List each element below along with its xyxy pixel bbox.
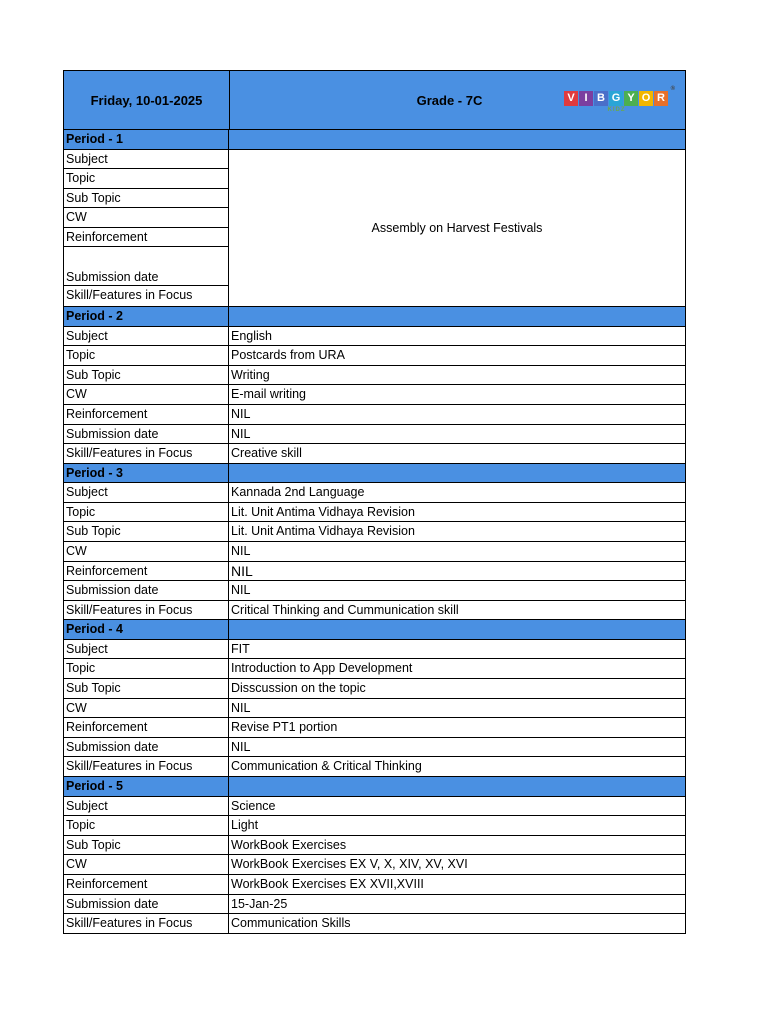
label-topic: Topic <box>64 503 229 522</box>
label-reinforcement: Reinforcement <box>64 562 229 581</box>
value-skill: Communication & Critical Thinking <box>231 759 422 774</box>
row-cw <box>64 699 685 719</box>
label-submission-date: Submission date <box>64 425 229 444</box>
value-topic: Introduction to App Development <box>231 661 413 676</box>
period-1-body <box>64 150 685 308</box>
period-1 <box>63 130 686 307</box>
row-submission-date <box>64 738 685 758</box>
label-sub-topic: Sub Topic <box>64 366 229 385</box>
label-sub-topic: Sub Topic <box>64 522 229 541</box>
row-skill <box>64 601 685 621</box>
row-sub-topic <box>64 522 685 542</box>
logo-letter: G <box>609 91 623 106</box>
period-3 <box>63 464 686 621</box>
row-subject <box>64 640 685 660</box>
value-submission-date: NIL <box>231 583 251 598</box>
row-subject <box>64 327 685 347</box>
row-reinforcement <box>64 718 685 738</box>
label-cw: CW <box>64 385 229 404</box>
label-submission-date: Submission date <box>64 895 229 914</box>
row-cw <box>64 385 685 405</box>
value-cw: E-mail writing <box>231 387 307 402</box>
row-cw <box>64 855 685 875</box>
value-subject: Kannada 2nd Language <box>231 485 365 500</box>
logo-sub: KIDZ <box>607 107 626 113</box>
row-reinforcement <box>64 875 685 895</box>
row-reinforcement <box>64 562 685 582</box>
value-skill: Communication Skills <box>231 916 351 931</box>
period-4 <box>63 620 686 777</box>
value-reinforcement: WorkBook Exercises EX XVII,XVIII <box>231 876 424 891</box>
row-subject <box>64 483 685 503</box>
label-reinforcement: Reinforcement <box>64 405 229 424</box>
date-cell: Friday, 10-01-2025 <box>64 71 230 129</box>
value-submission-date: 15-Jan-25 <box>231 896 288 911</box>
grade-label: Grade - 7C <box>416 92 483 108</box>
label-sub-topic: Sub Topic <box>64 189 228 209</box>
value-skill: Critical Thinking and Cummunication skill <box>231 602 459 617</box>
label-skill: Skill/Features in Focus <box>64 914 229 933</box>
period-title: Period - 2 <box>64 307 229 326</box>
value-cw: NIL <box>231 544 251 558</box>
period-header <box>64 307 685 327</box>
label-topic: Topic <box>64 346 229 365</box>
value-cw: NIL <box>231 700 251 715</box>
value-sub-topic: Lit. Unit Antima Vidhaya Revision <box>231 524 415 539</box>
label-sub-topic: Sub Topic <box>64 836 229 855</box>
label-reinforcement: Reinforcement <box>64 875 229 894</box>
label-skill: Skill/Features in Focus <box>66 288 193 303</box>
row-skill <box>64 914 685 934</box>
row-topic <box>64 659 685 679</box>
logo-letter: I <box>579 91 593 106</box>
vibgyor-logo <box>564 86 675 114</box>
logo-letter: V <box>564 91 578 106</box>
value-reinforcement: NIL <box>231 406 251 421</box>
value-subject: English <box>231 328 272 343</box>
value-submission-date: NIL <box>231 426 251 441</box>
value-subject: Science <box>231 798 276 813</box>
row-sub-topic <box>64 366 685 386</box>
label-submission-date: Submission date <box>64 738 229 757</box>
row-sub-topic <box>64 836 685 856</box>
label-subject: Subject <box>64 327 229 346</box>
label-topic: Topic <box>64 659 229 678</box>
period-1-labels <box>64 150 229 307</box>
label-subject: Subject <box>64 797 229 816</box>
value-submission-date: NIL <box>231 739 251 754</box>
value-reinforcement: Revise PT1 portion <box>231 720 338 735</box>
label-subject: Subject <box>64 483 229 502</box>
period-title: Period - 3 <box>64 464 229 483</box>
label-cw: CW <box>64 208 228 228</box>
row-sub-topic <box>64 679 685 699</box>
value-cw: WorkBook Exercises EX V, X, XIV, XV, XVI <box>231 857 468 872</box>
label-sub-topic: Sub Topic <box>64 679 229 698</box>
logo-letter: O <box>639 91 653 106</box>
logo-letter: R <box>654 91 668 106</box>
value-topic: Postcards from URA <box>231 348 345 363</box>
row-reinforcement <box>64 405 685 425</box>
label-subject: Subject <box>64 640 229 659</box>
value-topic: Lit. Unit Antima Vidhaya Revision <box>231 504 415 519</box>
row-cw <box>64 542 685 562</box>
logo-letter: Y <box>624 91 638 106</box>
row-topic <box>64 816 685 836</box>
label-skill: Skill/Features in Focus <box>64 601 229 620</box>
label-cw: CW <box>64 699 229 718</box>
value-sub-topic: Writing <box>231 367 270 382</box>
header-row <box>63 70 686 130</box>
row-skill <box>64 444 685 464</box>
value-skill: Creative skill <box>231 446 302 461</box>
row-topic <box>64 346 685 366</box>
row-submission-date <box>64 425 685 445</box>
period-title: Period - 5 <box>64 777 229 796</box>
value-topic: Light <box>231 818 259 833</box>
row-topic <box>64 503 685 523</box>
row-submission-date <box>64 895 685 915</box>
row-submission-date <box>64 581 685 601</box>
logo-letter: B <box>594 91 608 106</box>
label-topic: Topic <box>64 816 229 835</box>
value-subject: FIT <box>231 641 250 656</box>
period-title: Period - 1 <box>64 130 229 149</box>
period-2 <box>63 307 686 464</box>
label-cw: CW <box>64 855 229 874</box>
value-sub-topic: WorkBook Exercises <box>231 837 347 852</box>
label-skill: Skill/Features in Focus <box>64 757 229 776</box>
label-subject: Subject <box>64 150 228 170</box>
grade-cell <box>230 71 685 129</box>
logo-registered-mark: ® <box>670 86 675 92</box>
label-topic: Topic <box>64 169 228 189</box>
period-1-merged-cell: Assembly on Harvest Festivals <box>371 220 543 235</box>
periods-list <box>63 307 686 934</box>
label-submission-date: Submission date <box>64 247 228 286</box>
value-sub-topic: Disscussion on the topic <box>231 681 366 696</box>
period-header <box>64 620 685 640</box>
timetable-sheet <box>63 70 686 934</box>
value-reinforcement: NIL <box>231 562 253 579</box>
period-header <box>64 464 685 484</box>
period-5 <box>63 777 686 934</box>
row-skill <box>64 757 685 777</box>
period-header <box>64 777 685 797</box>
period-title: Period - 4 <box>64 620 229 639</box>
label-reinforcement: Reinforcement <box>64 228 228 248</box>
label-reinforcement: Reinforcement <box>64 718 229 737</box>
row-subject <box>64 797 685 817</box>
label-skill: Skill/Features in Focus <box>64 444 229 463</box>
label-cw: CW <box>64 542 229 561</box>
label-submission-date: Submission date <box>64 581 229 600</box>
period-header <box>64 130 685 150</box>
logo-letters <box>564 91 669 106</box>
